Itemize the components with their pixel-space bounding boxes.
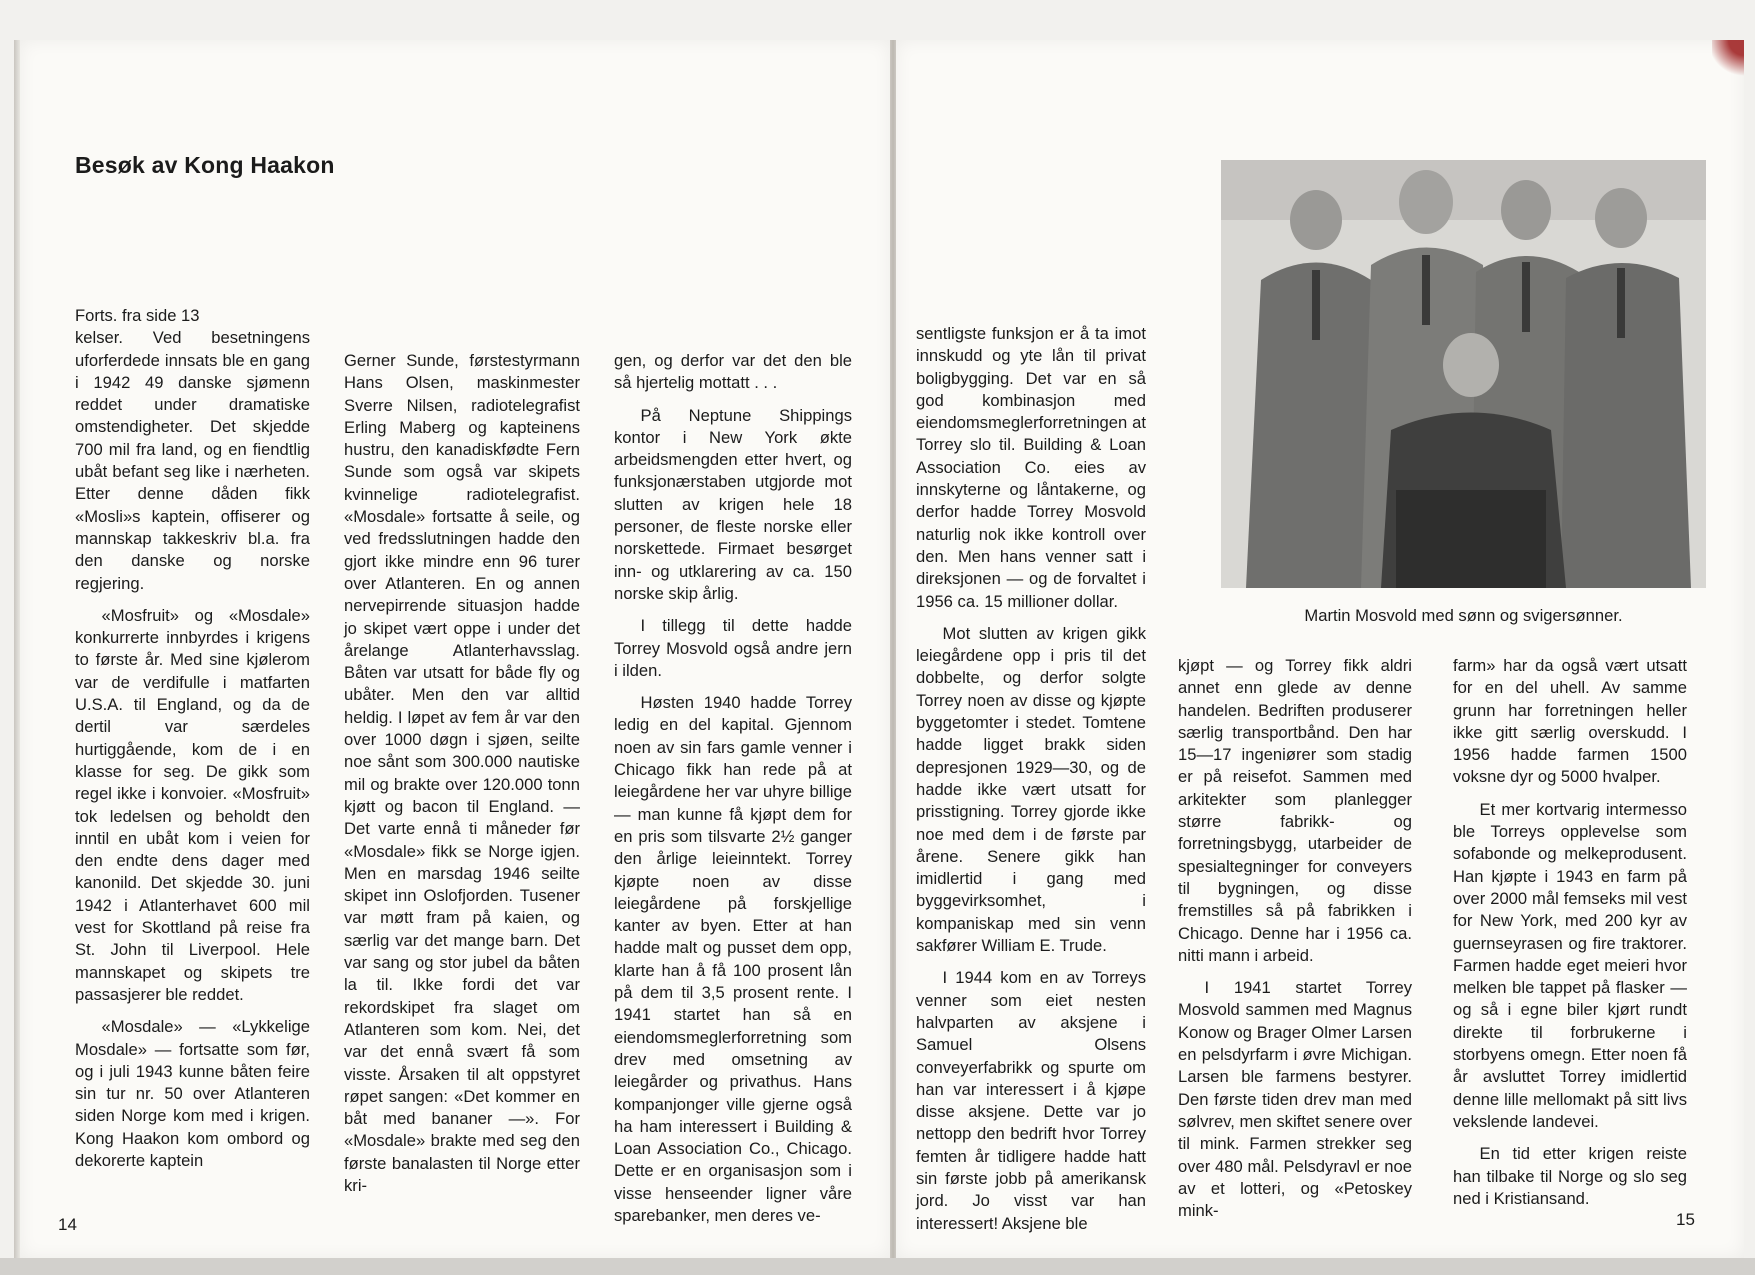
paragraph: På Neptune Shippings kontor i New York økte arbeidsmengden etter hvert, og funksjonærstaben utgjorde mot slutten av krigen hele 18 personer, de fleste norske eller norskettede. Firmaet besørget inn- og utklarering av ca. 150 norske skip årlig. — [614, 405, 852, 603]
left-column-2 — [344, 350, 580, 1207]
paragraph: I 1944 kom en av Torreys venner som eiet nesten halvparten av aksjene i Samuel Olsens conveyerfabrikk og spurte om han var interessert i å kjøpe disse aksjene. Dette var jo nettopp den bedrift hvor Torrey femten år tidligere hadde hatt sin første jobb på amerikansk jord. Jo visst var han interessert! Aksjene ble — [916, 968, 1146, 1233]
paragraph: Mot slutten av krigen gikk leiegårdene opp i pris til det dobbelte, og derfor solgte Torrey noen av disse og kjøpte byggetomter i stedet. Tomtene hadde ligget brakk siden depresjonen 1929—30, og de hadde ikke vært utsatt for prisstigning. Torrey gjorde ikke noe med dem i de første par årene. Senere gikk han imidlertid i gang med byggevirksomhet, i kompaniskap med sin venn sakfører William E. Trude. — [916, 623, 1146, 956]
continuation-note: Forts. fra side 13 — [75, 306, 200, 325]
paragraph: kjøpt — og Torrey fikk aldri annet enn glede av denne handelen. Bedriften produserer særlig transportbånd. Den har 15—17 ingeniører som stadig er på reisefot. Sammen med arkitekter som planlegger større fabrikk- og forretningsbygg, utarbeider de spesialtegninger for conveyers til bygningen, og disse fremstilles så på fabrikken i Chicago. Denne har i 1956 ca. nitti mann i arbeid. — [1178, 656, 1412, 965]
photo-caption: Martin Mosvold med sønn og svigersønner. — [1304, 606, 1623, 625]
corner-mark — [1712, 40, 1744, 80]
right-column-2 — [1178, 655, 1412, 1232]
paragraph: kelser. Ved besetningens uforferdede innsats ble en gang i 1942 49 danske sjømenn reddet under dramatiske omstendigheter. Det skjedde 700 mil fra land, og en fiendtlig ubåt befant seg like i nærheten. Etter denne dåden fikk «Mosli»s kaptein, offiserer og mannskap takkeskriv bl.a. fra den danske og norske regjering. — [75, 328, 310, 593]
article-title: Besøk av Kong Haakon — [75, 152, 335, 178]
paragraph: «Mosfruit» og «Mosdale» konkurrerte innbyrdes i krigens to første år. Med sine kjølerom var de verdifulle i matfarten U.S.A. til England, og da de dertil var særdeles hurtiggående, kom de i en klasse for seg. De gikk som regel ikke i konvoier. «Mosfruit» tok ledelsen og beholdt den inntil en ubåt kom i veien for den endte dens dager med kanonild. Det skjedde 30. juni 1942 i Atlanterhavet 600 mil vest for Skottland på reise fra St. John til Liverpool. Hele mannskapet og skipets tre passasjerer ble reddet. — [75, 605, 310, 1004]
left-column-3 — [614, 350, 852, 1237]
right-column-3 — [1453, 655, 1687, 1220]
scan-bottom-edge — [0, 1258, 1755, 1275]
paragraph: En tid etter krigen reiste han tilbake til Norge og slo seg ned i Kristiansand. — [1453, 1144, 1687, 1208]
right-column-1 — [916, 323, 1146, 1245]
paragraph: gen, og derfor var det den ble så hjertelig mottatt . . . — [614, 351, 852, 393]
paragraph: I tillegg til dette hadde Torrey Mosvold også andre jern i ilden. — [614, 616, 852, 680]
photo-image — [1221, 160, 1706, 588]
paragraph: Høsten 1940 hadde Torrey ledig en del kapital. Gjennom noen av sin fars gamle venner i Chicago fikk han rede på at leiegårdene her var uhyre billige — man kunne få kjøpt dem for en pris som tilsvarte 2½ ganger den årlige leieinntekt. Torrey kjøpte noen av disse leiegårdene på forskjellige kanter av byen. Etter at han hadde malt og pusset dem opp, klarte han å få 100 prosent lån på dem til 3,5 prosent rente. I 1941 startet han så en eiendomsmeglerforretning som drev med omsetning av leiegårder og privathus. Hans kompanjonger ville gjerne også ha ham interessert i Building & Loan Association Co., Chicago. Dette er en organisasjon som i visse henseender ligner våre sparebanker, men deres ve- — [614, 693, 852, 1225]
paragraph: Et mer kortvarig intermesso ble Torreys opplevelse som sofabonde og melkeprodusent. Han kjøpte i 1943 en farm på over 2000 mål femseks mil vest for New York, med 200 kyr av guernseyrasen og fire traktorer. Farmen hadde eget meieri hvor melken ble tappet på flasker — og så i egne biler kjørt rundt direkte til forbrukerne i storbyens omegn. Etter noen få år avsluttet Torrey imidlertid denne lille mellomakt på sitt livs vekslende landevei. — [1453, 799, 1687, 1131]
paragraph: «Mosdale» — «Lykkelige Mosdale» — fortsatte som før, og i juli 1943 kunne båten feire sin tur nr. 50 over Atlanteren siden Norge kom med i krigen. Kong Haakon kom ombord og dekorerte kaptein — [75, 1017, 310, 1170]
page-number: 15 — [1676, 1210, 1695, 1229]
paragraph: farm» har da også vært utsatt for en del uhell. Av samme grunn har forretningen heller ikke gitt særlig overskudd. I 1956 hadde farmen 1500 voksne dyr og 5000 hvalper. — [1453, 656, 1687, 787]
family-photograph — [1221, 160, 1706, 588]
paragraph: I 1941 startet Torrey Mosvold sammen med Magnus Konow og Brager Olmer Larsen en pelsdyrfarm i øvre Michigan. Larsen ble farmens bestyrer. Den første tiden drev man med sølvrev, men skiftet senere over til mink. Farmen strekker seg over 480 mål. Pelsdyravl er noe av et lotteri, og «Petoskey mink- — [1178, 978, 1412, 1221]
page-number: 14 — [58, 1215, 77, 1234]
right-page — [896, 40, 1744, 1258]
left-page — [20, 40, 890, 1258]
paragraph: Gerner Sunde, førstestyrmann Hans Olsen, maskinmester Sverre Nilsen, radiotelegrafist Erling Maberg og kapteinens hustru, den kanadiskfødte Fern Sunde som også var skipets kvinnelige radiotelegrafist. «Mosdale» fortsatte å seile, og ved fredsslutningen hadde den gjort ikke mindre enn 96 turer over Atlanteren. En og annen nervepirrende situasjon hadde jo skipet vært oppe i under det årelange Atlanterhavsslag. Båten var utsatt for både fly og ubåter. Men den var alltid heldig. I løpet av fem år var den over 1000 døgn i sjøen, seilte noe sånt som 300.000 nautiske mil og brakte over 120.000 tonn kjøtt og bacon til England. — Det varte ennå ti måneder før «Mosdale» fikk se Norge igjen. Men en marsdag 1946 seilte skipet inn Oslofjorden. Tusener var møtt fram på kaien, og særlig var det mange barn. Det var sang og stor jubel da båten la til. Ikke fordi det var rekordskipet fra slaget om Atlanteren som kom. Nei, det var det ennå svært få som visste. Årsaken til alt oppstyret røpet sangen: «Det kommer en båt med bananer —». For «Mosdale» brakte med seg den første banalasten til Norge etter kri- — [344, 351, 580, 1195]
left-column-1 — [75, 305, 310, 1182]
paragraph: sentligste funksjon er å ta imot innskudd og yte lån til privat boligbygging. Det var en så god kombinasjon med eiendomsmeglerforretningen at Torrey slo til. Building & Loan Association Co. eies av innskyterne og låntakerne, og derfor hadde Torrey Mosvold naturlig nok ikke kontroll over den. Men hans venner satt i direksjonen — og de forvaltet i 1956 ca. 15 millioner dollar. — [916, 324, 1146, 611]
